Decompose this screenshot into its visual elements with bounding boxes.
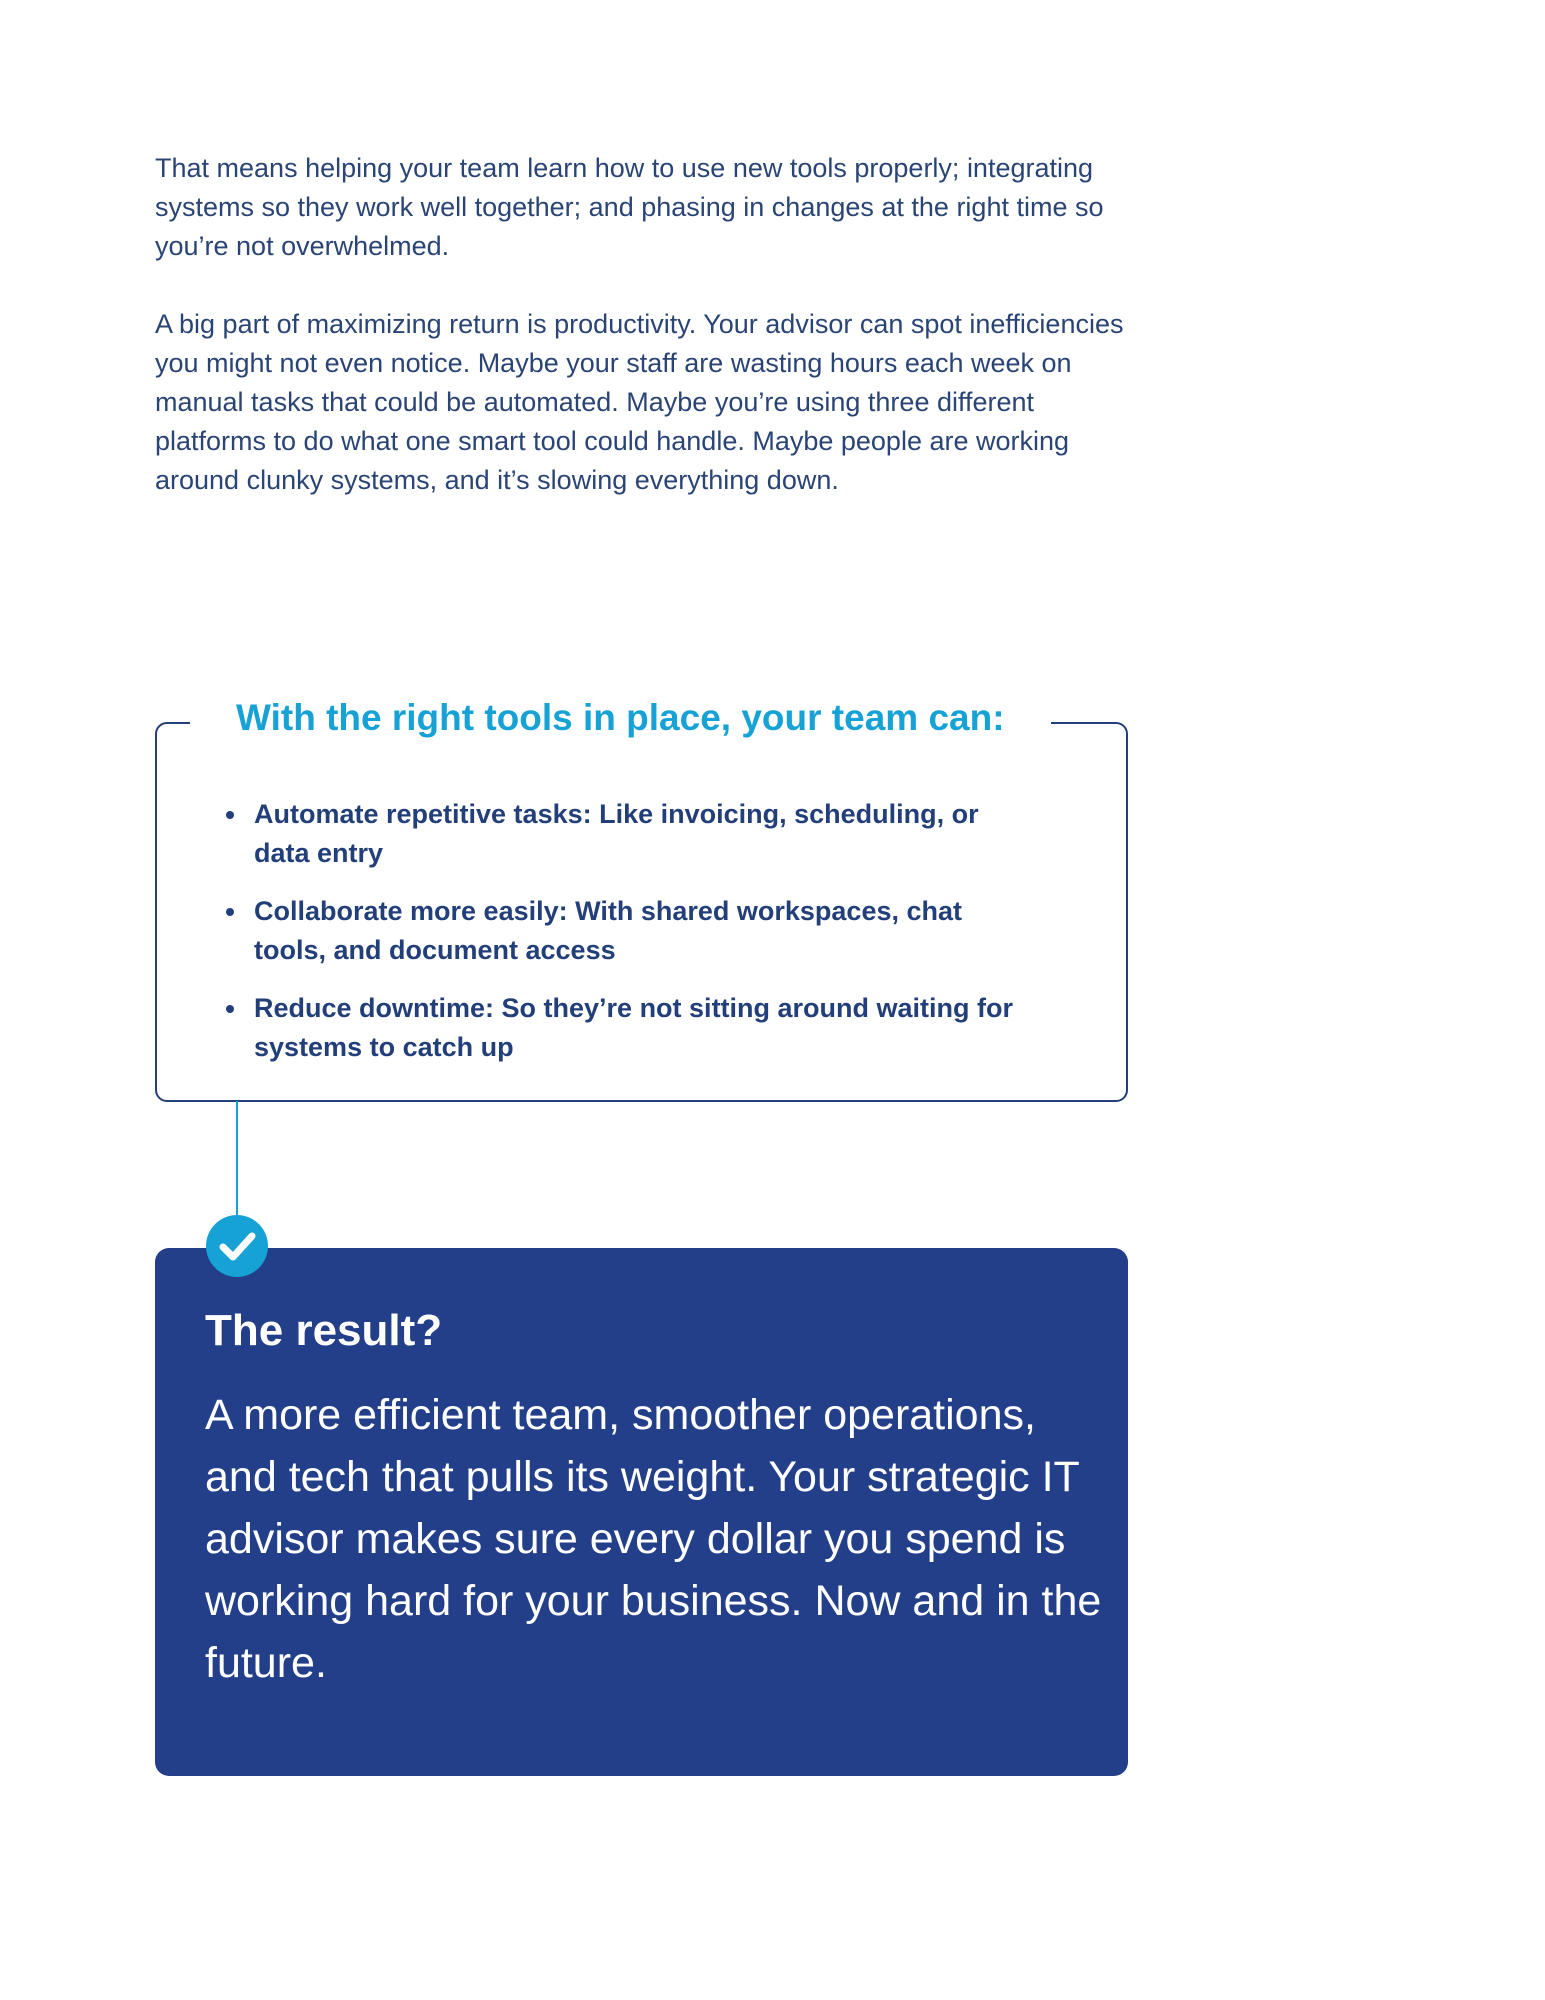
tools-heading: With the right tools in place, your team can:: [190, 690, 1051, 746]
bullet-dot: [226, 1005, 234, 1013]
bullet-dot: [226, 811, 234, 819]
tools-list: [222, 795, 1042, 1086]
result-body: A more efficient team, smoother operations, and tech that pulls its weight. Your strategic IT advisor makes sure every dollar you spend is working hard for your business. Now and in the future.: [205, 1391, 1102, 1687]
list-item-text: Reduce downtime: So they’re not sitting around waiting for systems to catch up: [254, 993, 1014, 1062]
intro-paragraph-1: That means helping your team learn how to use new tools properly; integrating systems so they work well together; and phasing in changes at the right time so you’re not overwhelmed.: [155, 153, 1104, 261]
bullet-dot: [226, 908, 234, 916]
list-item: [222, 892, 1042, 970]
intro-paragraph-2: A big part of maximizing return is productivity. Your advisor can spot inefficiencies you might not even notice. Maybe your staff are wasting hours each week on manual tasks that could be automated. Maybe you’re using three different platforms to do what one smart tool could handle. Maybe people are working around clunky systems, and it’s slowing everything down.: [155, 309, 1124, 495]
result-box: [155, 1248, 1128, 1776]
list-item: [222, 795, 1042, 873]
checkmark-svg: [206, 1215, 268, 1277]
result-title: The result?: [205, 1306, 443, 1355]
checkmark-icon: [206, 1215, 268, 1277]
list-item-text: Collaborate more easily: With shared workspaces, chat tools, and document access: [254, 896, 962, 965]
list-item-text: Automate repetitive tasks: Like invoicing, scheduling, or data entry: [254, 799, 979, 868]
list-item: [222, 989, 1042, 1067]
connector-line: [236, 1101, 238, 1221]
